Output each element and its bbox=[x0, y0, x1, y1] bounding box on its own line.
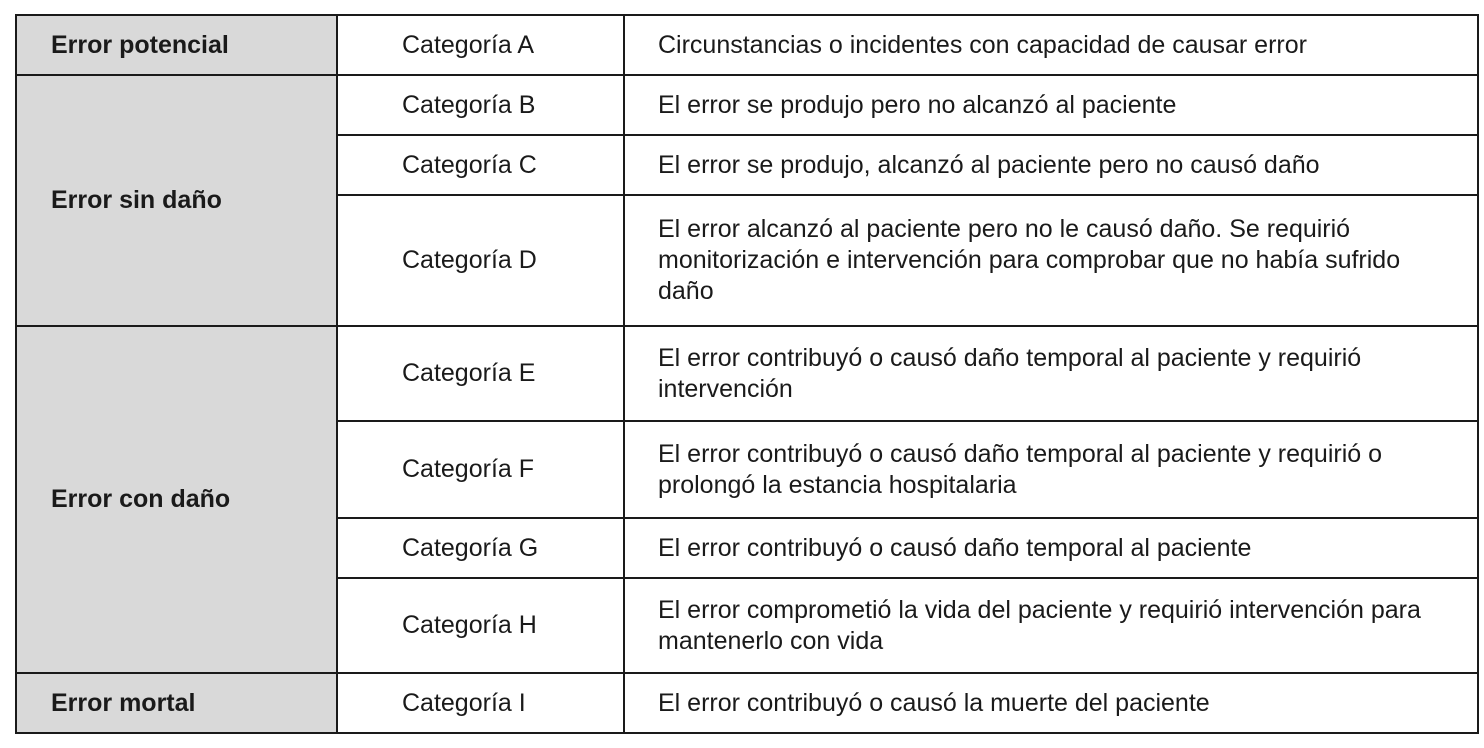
table-row bbox=[16, 673, 1478, 733]
category-description: El error contribuyó o causó la muerte del paciente bbox=[624, 673, 1478, 733]
category-label: Categoría D bbox=[337, 195, 624, 326]
group-label-error-sin-dano: Error sin daño bbox=[16, 75, 337, 326]
category-description: El error se produjo, alcanzó al paciente pero no causó daño bbox=[624, 135, 1478, 195]
category-label: Categoría E bbox=[337, 326, 624, 421]
category-description: El error alcanzó al paciente pero no le causó daño. Se requirió monitorización e intervención para comprobar que no había sufrido daño bbox=[624, 195, 1478, 326]
table-row bbox=[16, 15, 1478, 75]
category-description: Circunstancias o incidentes con capacidad de causar error bbox=[624, 15, 1478, 75]
table-row bbox=[16, 326, 1478, 421]
group-label-error-con-dano: Error con daño bbox=[16, 326, 337, 673]
category-description: El error contribuyó o causó daño temporal al paciente y requirió intervención bbox=[624, 326, 1478, 421]
category-label: Categoría A bbox=[337, 15, 624, 75]
category-description: El error contribuyó o causó daño temporal al paciente y requirió o prolongó la estancia hospitalaria bbox=[624, 421, 1478, 518]
category-description: El error contribuyó o causó daño temporal al paciente bbox=[624, 518, 1478, 578]
error-classification-table bbox=[15, 14, 1479, 734]
category-label: Categoría F bbox=[337, 421, 624, 518]
table-row bbox=[16, 75, 1478, 135]
category-label: Categoría C bbox=[337, 135, 624, 195]
category-label: Categoría G bbox=[337, 518, 624, 578]
category-label: Categoría H bbox=[337, 578, 624, 673]
category-description: El error se produjo pero no alcanzó al paciente bbox=[624, 75, 1478, 135]
category-label: Categoría I bbox=[337, 673, 624, 733]
category-description: El error comprometió la vida del paciente y requirió intervención para mantenerlo con vida bbox=[624, 578, 1478, 673]
group-label-error-potencial: Error potencial bbox=[16, 15, 337, 75]
category-label: Categoría B bbox=[337, 75, 624, 135]
group-label-error-mortal: Error mortal bbox=[16, 673, 337, 733]
